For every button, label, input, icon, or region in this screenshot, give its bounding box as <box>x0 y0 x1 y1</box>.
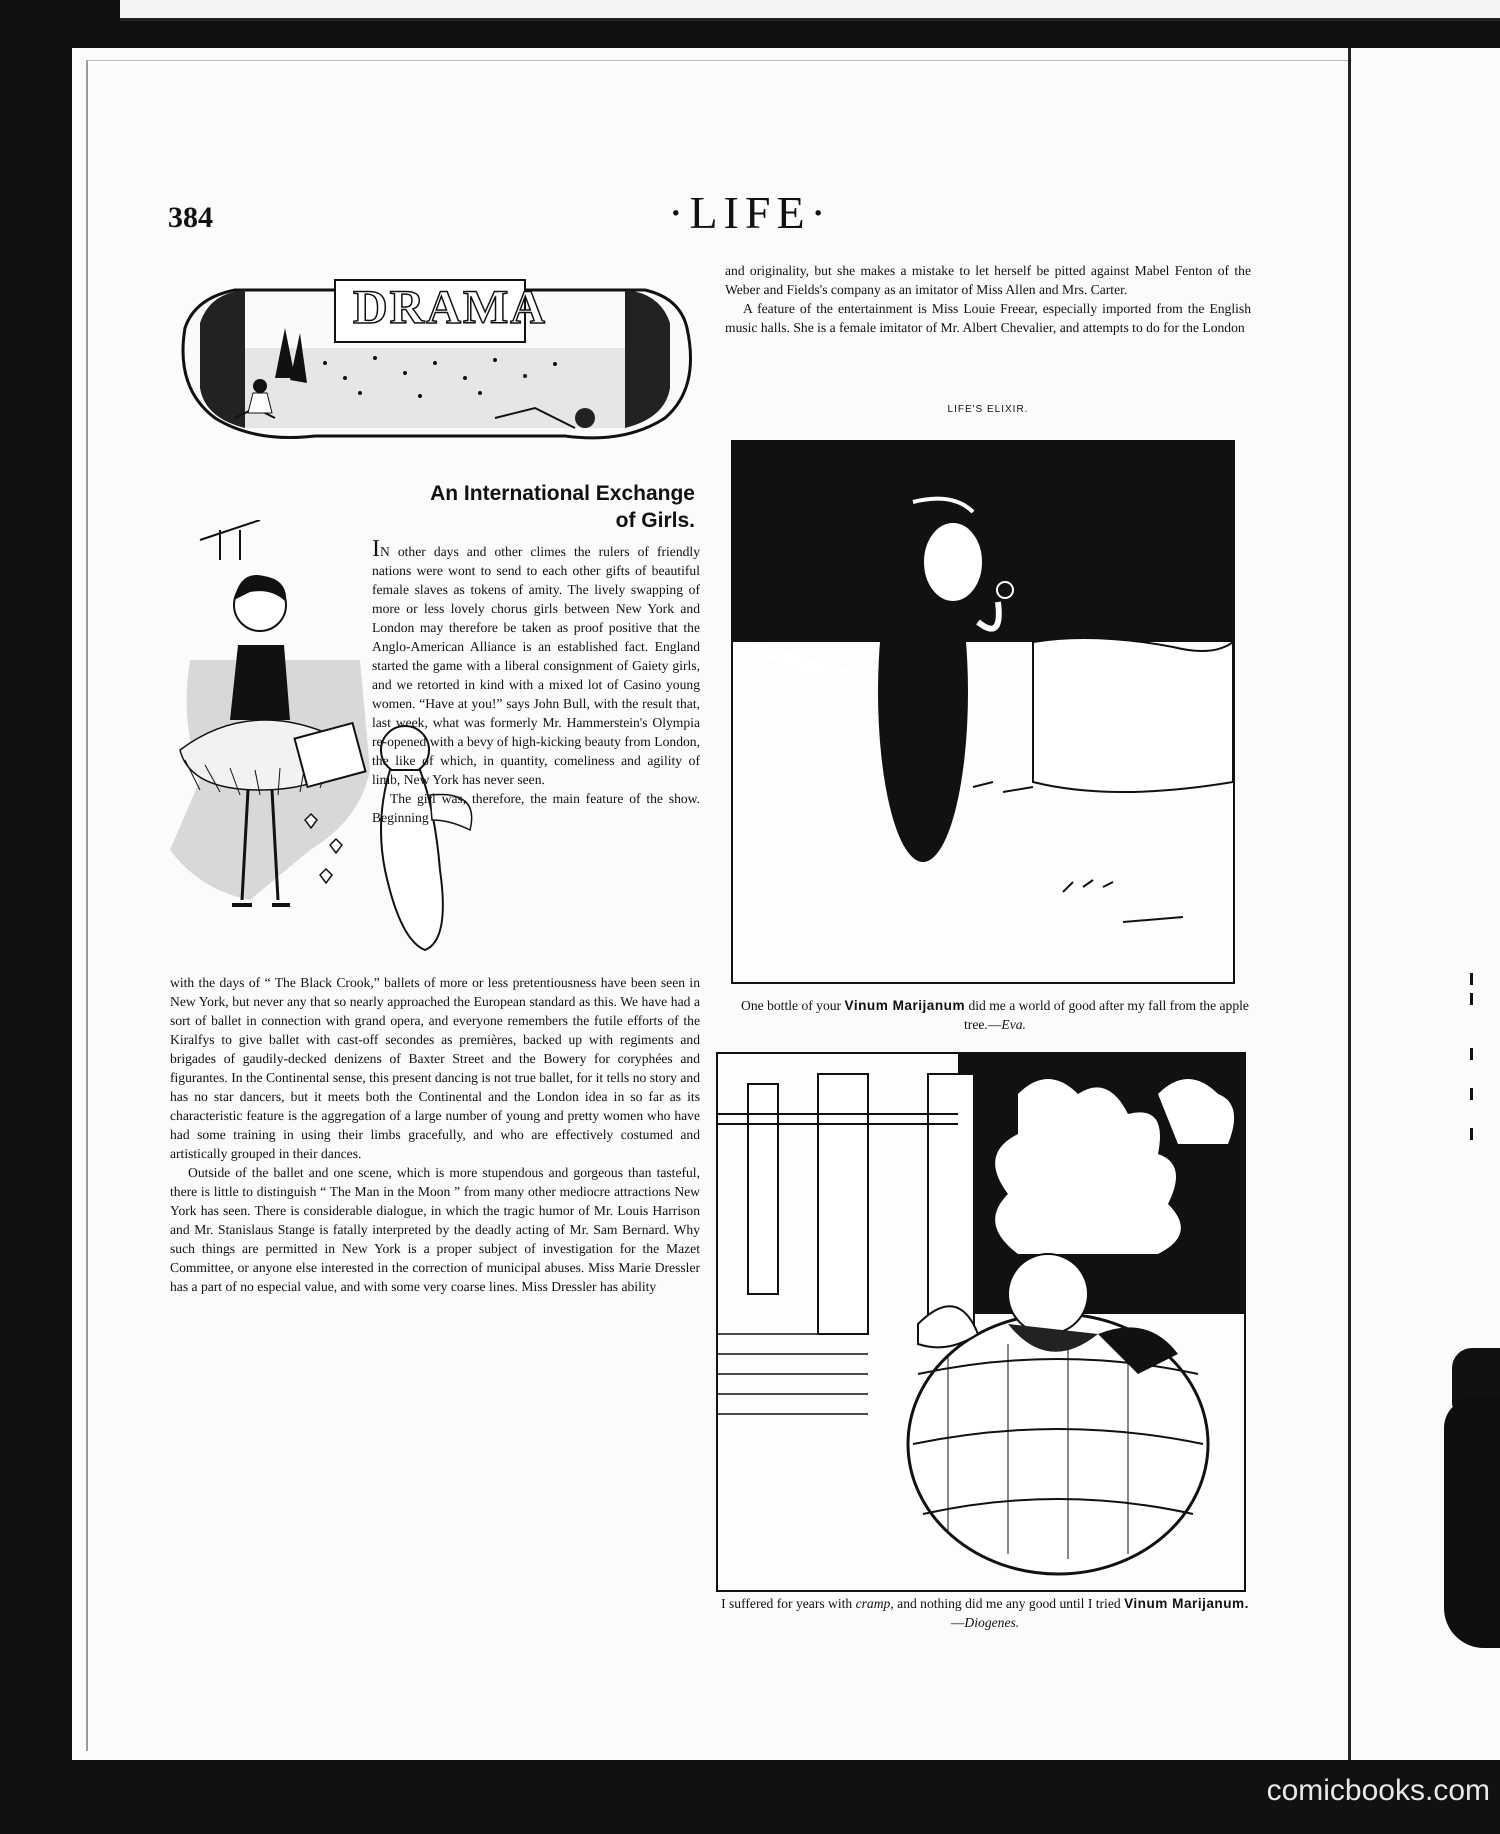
text-fragment <box>1470 1088 1473 1100</box>
article-body-column-2 <box>725 261 1251 337</box>
drop-cap: I <box>372 536 380 562</box>
opening-text: N other days and other climes the rulers of friendly nations were wont to send to each other gifts of beautiful female slaves as tokens of amity. The lively swapping of more or less lovely chorus girls between New York and London may therefore be taken as proof positive that the Anglo-American Alliance is an established fact. England started the game with a liberal consignment of Gaiety girls, and we retorted in kind with a mixed lot of Casino young women. “Have at you!” says John Bull, with the result that, last week, what was formerly Mr. Hammerstein's Olympia re-opened with a bevy of high-kicking beauty from London, the like of which, in quantity, comeliness and agility of limb, New York has never seen. <box>372 544 700 787</box>
drama-banner-illustration <box>175 268 695 454</box>
text-fragment <box>1470 993 1473 1005</box>
text-fragment <box>1470 1128 1473 1140</box>
caption2-italic: cramp, <box>855 1596 894 1611</box>
article-title-line-2: of Girls. <box>615 509 695 532</box>
caption2-pre: I suffered for years with <box>721 1596 853 1611</box>
adjacent-page-strip <box>120 0 1500 21</box>
silhouette-figure <box>1444 1398 1500 1648</box>
article-paragraph-3: with the days of “ The Black Crook,” ballets of more or less pretentiousness have been seen in New York, but never any that so nearly approached the European standard as this. We have had a sort of ballet in connection with grand opera, and everyone remembers the futile efforts of the Kiralfys to give ballet with cast-off secondes as premières, backed up with regiments and brigades of gaudily-decked denizens of Baxter Street and the Bowery for coryphées and figurantes. In the Continental sense, this present dancing is not true ballet, for it tells no story and has no star dancers, but it meets both the Continental and the London idea in so far as its characteristic feature is the aggregation of a large number of young and pretty women who have had some training in using their limbs gracefully, and who are effectively costumed and artistically grouped in their dances. <box>170 975 700 1161</box>
page-number: 384 <box>168 201 213 234</box>
article-paragraph-5: and originality, but she makes a mistake to let herself be pitted against Mabel Fenton of the Weber and Fields's company as an imitator of Miss Allen and Mrs. Carter. <box>725 263 1251 297</box>
article-paragraph-opening <box>372 536 700 789</box>
masthead-title: ·LIFE· <box>668 187 832 238</box>
watermark: comicbooks.com <box>1266 1774 1490 1807</box>
eva-drawing <box>733 442 1233 982</box>
adjacent-page-right <box>1352 48 1500 1760</box>
article-paragraph-6: A feature of the entertainment is Miss Louie Freear, especially imported from the English music halls. She is a female imitator of Mr. Albert Chevalier, and attempts to do for the London <box>725 301 1251 335</box>
text-fragment <box>1470 973 1473 985</box>
caption2-signature: Diogenes. <box>964 1615 1020 1630</box>
caption2-dash: — <box>950 1615 965 1630</box>
article-title-line-1: An International Exchange <box>430 482 695 505</box>
feature-heading: LIFE'S ELIXIR. <box>947 404 1029 415</box>
caption1-pre: One bottle of your <box>741 998 842 1013</box>
article-body-lower <box>170 973 700 1296</box>
article-paragraph-4: Outside of the ballet and one scene, which is more stupendous and gorgeous than tasteful, there is little to distinguish “ The Man in the Moon ” from many other mediocre attractions New York has seen. There is considerable dialogue, in which the tragic humor of Mr. Louis Harrison and Mr. Stanislaus Stange is fatally interpreted by the deadly acting of Mr. Sam Bernard. Why such things are permitted in New York is a proper subject of investigation for the Mazet Committee, or anyone else interested in the correction of municipal abuses. Miss Marie Dressler has a part of no especial value, and with some very coarse lines. Miss Dressler has ability <box>170 1165 700 1294</box>
page-gutter <box>1348 48 1351 1760</box>
cartoon-diogenes <box>716 1052 1246 1592</box>
cartoon-eva <box>731 440 1235 984</box>
caption1-product: Vinum Marijanum <box>844 998 966 1013</box>
caption1-post: did me a world of good after my fall from the apple tree.— <box>964 998 1249 1032</box>
article-paragraph-2: The girl was, therefore, the main feature of the show. Beginning <box>372 791 700 825</box>
cartoon-eva-caption <box>735 996 1255 1034</box>
section-banner-text: DRAMA <box>353 281 547 334</box>
diogenes-drawing <box>718 1054 1244 1590</box>
article-body-upper <box>372 536 700 827</box>
caption2-product: Vinum Marijanum. <box>1124 1596 1249 1611</box>
caption1-signature: Eva. <box>1001 1017 1026 1032</box>
cartoon-diogenes-caption <box>720 1594 1250 1632</box>
text-fragment <box>1470 1048 1473 1060</box>
caption2-mid: and nothing did me any good until I tried <box>897 1596 1121 1611</box>
